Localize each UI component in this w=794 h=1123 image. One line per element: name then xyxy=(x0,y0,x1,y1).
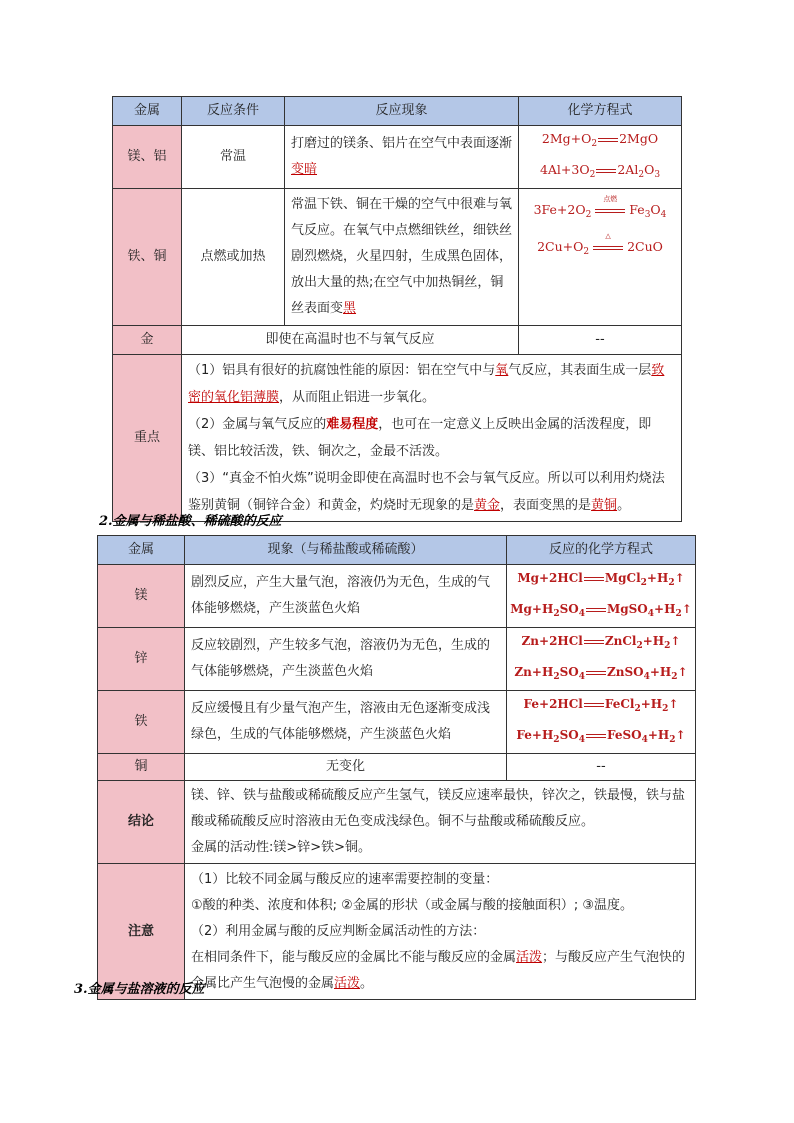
equation-al: $4Al+3O_2$ $2Al_2O_3$ xyxy=(539,162,661,180)
key-label: 重点 xyxy=(113,355,182,522)
metal-cell: 锌 xyxy=(98,628,185,691)
table-header-row xyxy=(98,536,696,565)
key-point-3: （3）“真金不怕火炼”说明金即使在高温时也不会与氧气反应。所以可以利用灼烧法鉴别黄铜（铜锌合金）和黄金，灼烧时无现象的是黄金，表面变黑的是黄铜。 xyxy=(188,471,665,513)
phenomenon-cell: 即使在高温时也不与氧气反应 xyxy=(182,326,519,355)
table-row xyxy=(113,326,682,355)
equation-zn-hcl: Zn+2HCl $ZnCl_2+H_2↑$ xyxy=(521,634,681,651)
phenomenon-cell xyxy=(285,189,519,326)
header-equation: 化学方程式 xyxy=(519,97,682,126)
phenomenon-cell: 无变化 xyxy=(185,754,507,781)
phenomenon-text: 常温下铁、铜在干燥的空气中很难与氧气反应。在氧气中点燃细铁丝，细铁丝剧烈燃烧，火星四射，生成黑色固体，放出大量的热;在空气中加热铜丝，铜丝表面变 xyxy=(291,197,513,316)
table-row xyxy=(98,565,696,628)
equation-cell: -- xyxy=(507,754,696,781)
phenomenon-highlight: 变暗 xyxy=(291,162,318,177)
metal-cell: 镁、铝 xyxy=(113,126,182,189)
key-point-1: （1）铝具有很好的抗腐蚀性能的原因：铝在空气中与氧气反应，其表面生成一层致密的氧化铝薄膜，从而阻止铝进一步氧化。 xyxy=(188,363,665,405)
phenomenon-highlight: 黑 xyxy=(343,301,357,316)
table-row xyxy=(113,189,682,326)
header-condition: 反应条件 xyxy=(182,97,285,126)
equation-mg-h2so4: $Mg+H_2SO_4$ $MgSO_4+H_2↑$ xyxy=(510,602,692,619)
key-points-cell xyxy=(182,355,682,522)
conclusion-cell xyxy=(185,781,696,864)
note-line-3: （2）利用金属与酸的反应判断金属活动性的方法： xyxy=(191,923,486,939)
equation-fe-h2so4: $Fe+H_2SO_4$ $FeSO_4+H_2↑$ xyxy=(516,728,686,745)
header-phenomenon: 反应现象 xyxy=(285,97,519,126)
header-metal: 金属 xyxy=(113,97,182,126)
metal-cell: 铜 xyxy=(98,754,185,781)
header-metal: 金属 xyxy=(98,536,185,565)
note-label: 注意 xyxy=(98,864,185,1000)
header-phenomenon: 现象（与稀盐酸或稀硫酸） xyxy=(185,536,507,565)
phenomenon-cell: 反应较剧烈，产生较多气泡，溶液仍为无色，生成的气体能够燃烧，产生淡蓝色火焰 xyxy=(185,628,507,691)
conclusion-text: 镁、锌、铁与盐酸或稀硫酸反应产生氢气，镁反应速率最快，锌次之，铁最慢，铁与盐酸或稀硫酸反应时溶液由无色变成浅绿色。铜不与盐酸或稀硫酸反应。 xyxy=(191,788,686,829)
equation-cell: -- xyxy=(519,326,682,355)
equation-zn-h2so4: $Zn+H_2SO_4$ $ZnSO_4+H_2↑$ xyxy=(514,665,688,682)
table-row xyxy=(98,628,696,691)
metal-cell: 镁 xyxy=(98,565,185,628)
equation-cell xyxy=(507,565,696,628)
equation-cell xyxy=(507,628,696,691)
metal-cell: 金 xyxy=(113,326,182,355)
key-point-2: （2）金属与氧气反应的难易程度，也可在一定意义上反映出金属的活泼程度，即镁、铝比较活泼，铁、铜次之，金最不活泼。 xyxy=(188,417,652,459)
condition-cell: 常温 xyxy=(182,126,285,189)
note-line-2: ①酸的种类、浓度和体积; ②金属的形状（或金属与酸的接触面积）; ③温度。 xyxy=(191,897,633,913)
metal-cell: 铁 xyxy=(98,691,185,754)
section-2-title: 2.金属与稀盐酸、稀硫酸的反应 xyxy=(99,514,282,529)
table-row xyxy=(98,691,696,754)
note-cell xyxy=(185,864,696,1000)
note-line-4: 在相同条件下，能与酸反应的金属比不能与酸反应的金属活泼；与酸反应产生气泡快的金属比产生气泡慢的金属活泼。 xyxy=(191,949,686,991)
metal-acid-table xyxy=(97,535,696,1000)
table-header-row xyxy=(113,97,682,126)
key-points-row xyxy=(113,355,682,522)
conclusion-label: 结论 xyxy=(98,781,185,864)
table-row xyxy=(113,126,682,189)
phenomenon-cell: 剧烈反应，产生大量气泡，溶液仍为无色，生成的气体能够燃烧，产生淡蓝色火焰 xyxy=(185,565,507,628)
equation-cell xyxy=(519,126,682,189)
equation-mg: $2Mg+O_2$ 2MgO xyxy=(541,131,659,149)
activity-order: 金属的活动性:镁>锌>铁>铜。 xyxy=(191,840,372,855)
equation-mg-hcl: Mg+2HCl $MgCl_2+H_2↑$ xyxy=(517,571,685,588)
header-equation: 反应的化学方程式 xyxy=(507,536,696,565)
phenomenon-text: 打磨过的镁条、铝片在空气中表面逐渐 xyxy=(291,136,513,151)
condition-cell: 点燃或加热 xyxy=(182,189,285,326)
conclusion-row xyxy=(98,781,696,864)
equation-cell xyxy=(519,189,682,326)
metal-cell: 铁、铜 xyxy=(113,189,182,326)
phenomenon-cell: 反应缓慢且有少量气泡产生，溶液由无色逐渐变成浅绿色，生成的气体能够燃烧，产生淡蓝色火焰 xyxy=(185,691,507,754)
table-row xyxy=(98,754,696,781)
equation-cu: $2Cu+O_2$ △ 2CuO xyxy=(537,231,663,257)
metal-oxygen-table xyxy=(112,96,682,522)
note-line-1: （1）比较不同金属与酸反应的速率需要控制的变量： xyxy=(191,871,499,887)
equation-fe: $3Fe+2O_2$ 点燃 $Fe_3O_4$ xyxy=(533,194,667,220)
equation-cell xyxy=(507,691,696,754)
phenomenon-cell xyxy=(285,126,519,189)
equation-fe-hcl: Fe+2HCl $FeCl_2+H_2↑$ xyxy=(523,697,679,714)
section-3-title: 3.金属与盐溶液的反应 xyxy=(74,982,205,997)
